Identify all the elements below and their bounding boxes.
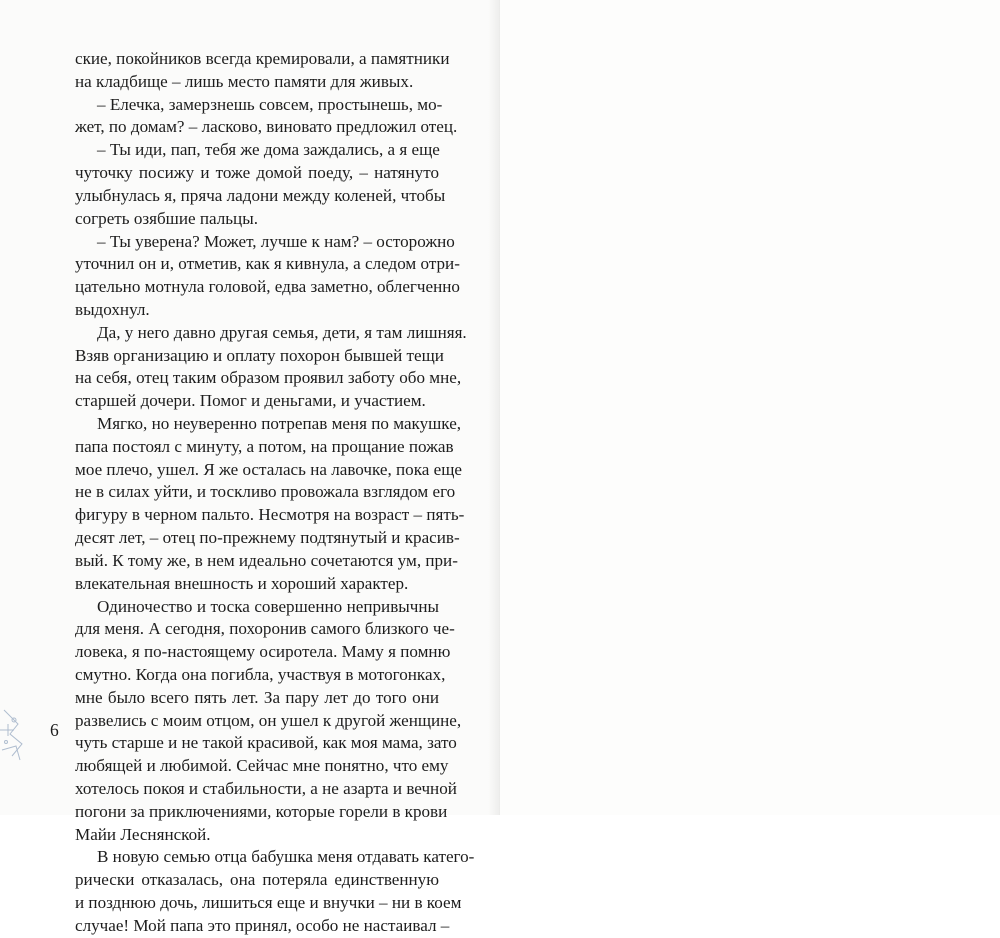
text-line: улыбнулась я, пряча ладони между коленей, чтобы	[75, 185, 446, 205]
text-line: В новую семью отца бабушка меня отдавать катего-	[97, 847, 475, 867]
text-line: согреть озябшие пальцы.	[75, 208, 258, 228]
text-line: на себя, отец таким образом проявил заботу обо мне,	[75, 368, 462, 388]
text-line: жет, по домам? – ласково, виновато предложил отец.	[75, 117, 458, 137]
text-line: Да, у него давно другая семья, дети, я там лишняя.	[97, 322, 467, 342]
text-line: старшей дочери. Помог и деньгами, и участием.	[75, 391, 426, 411]
text-line: мне было всего пять лет. За пару лет до того они	[75, 687, 439, 707]
text-line: на кладбище – лишь место памяти для живых.	[75, 71, 414, 91]
left-page	[0, 0, 500, 935]
text-line: десят лет, – отец по-прежнему подтянутый и красив-	[75, 528, 460, 548]
frost-ornament-icon	[0, 690, 40, 770]
text-line: чуточку посижу и тоже домой поеду, – натянуто	[75, 163, 439, 183]
text-line: не в силах уйти, и тоскливо провожала взглядом его	[75, 482, 456, 502]
left-page-text	[75, 48, 475, 938]
page-number-left: 6	[50, 720, 59, 740]
text-line: Мягко, но неуверенно потрепав меня по макушке,	[97, 414, 462, 433]
text-line: – Елечка, замерзнешь совсем, простынешь, мо-	[97, 94, 443, 114]
text-line: любящей и любимой. Сейчас мне понятно, что ему	[75, 756, 449, 776]
right-page	[500, 0, 1000, 815]
text-line: фигуру в черном пальто. Несмотря на возраст – пять-	[75, 505, 465, 525]
text-line: смутно. Когда она погибла, участвуя в мотогонках,	[75, 664, 446, 684]
text-line: погони за приключениями, которые горели в крови	[75, 801, 448, 821]
text-line: – Ты иди, пап, тебя же дома заждались, а я еще	[97, 140, 440, 160]
text-line: уточнил он и, отметив, как я кивнула, а следом отри-	[75, 254, 460, 274]
text-line: для меня. А сегодня, похоронив самого близкого че-	[75, 619, 455, 639]
text-line: развелись с моим отцом, он ушел к другой женщине,	[75, 710, 462, 730]
text-line: вый. К тому же, в нем идеально сочетаются ум, при-	[75, 550, 458, 570]
text-line: папа постоял с минуту, а потом, на прощание пожав	[75, 436, 454, 456]
text-line: и позднюю дочь, лишиться еще и внучки – ни в коем	[75, 893, 462, 913]
text-line: ловека, я по-настоящему осиротела. Маму я помню	[75, 642, 451, 662]
text-line: Взяв организацию и оплату похорон бывшей тещи	[75, 345, 444, 365]
text-line: Одиночество и тоска совершенно непривычны	[97, 596, 439, 616]
text-line: – Ты уверена? Может, лучше к нам? – осторожно	[97, 231, 455, 251]
text-line: хотелось покоя и стабильности, а не азарта и вечной	[75, 779, 457, 798]
text-line: влекательная внешность и хороший характер.	[75, 573, 409, 593]
text-line: рически отказалась, она потеряла единственную	[75, 870, 439, 890]
text-line: чуть старше и не такой красивой, как моя мама, зато	[75, 733, 457, 753]
text-line: цательно мотнула головой, едва заметно, облегченно	[75, 277, 460, 297]
text-line: Майи Леснянской.	[75, 824, 211, 844]
text-line: выдохнул.	[75, 299, 150, 319]
text-line: случае! Мой папа это принял, особо не настаивал –	[75, 915, 450, 935]
text-line: ские, покойников всегда кремировали, а памятники	[75, 49, 450, 68]
text-line: мое плечо, ушел. Я же осталась на лавочке, пока еще	[75, 459, 462, 479]
